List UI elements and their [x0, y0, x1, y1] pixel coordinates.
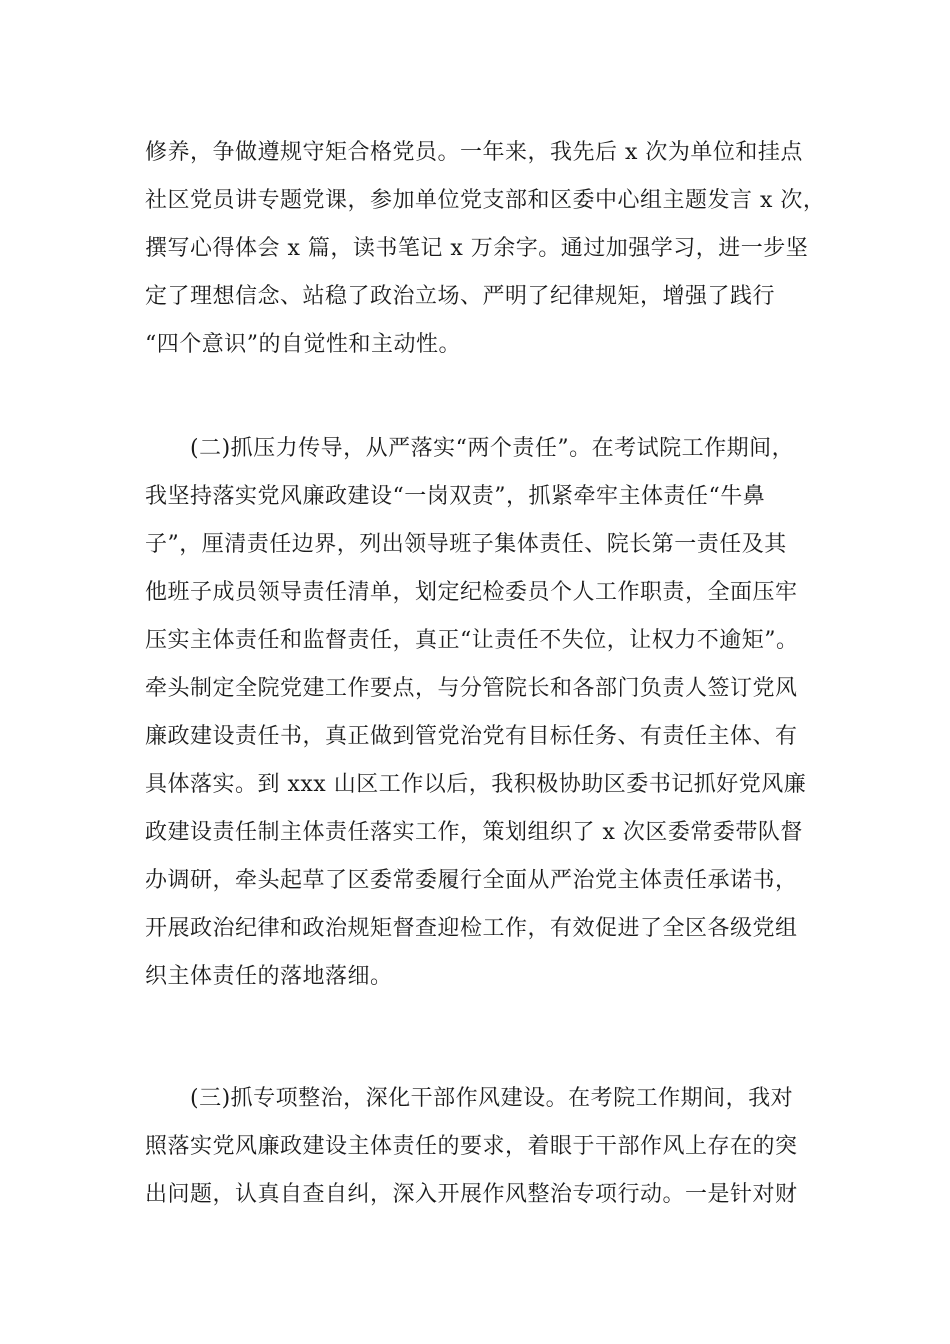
paragraph-2-line-12	[0, 961, 950, 993]
text-line: 廉政建设责任书，真正做到管党治党有目标任务、有责任主体、有	[145, 724, 798, 749]
paragraph-1-line-4	[0, 281, 950, 313]
paragraph-2-line-7	[0, 721, 950, 753]
paragraph-2-line-2	[0, 481, 950, 513]
text-line: 子”，厘清责任边界，列出领导班子集体责任、院长第一责任及其	[145, 532, 787, 557]
paragraph-3-line-1	[0, 1083, 950, 1115]
paragraph-2-line-1	[0, 433, 950, 465]
text-line: 社区党员讲专题党课，参加单位党支部和区委中心组主题发言 x 次，	[145, 188, 826, 213]
paragraph-2-line-6	[0, 673, 950, 705]
text-line: 撰写心得体会 x 篇，读书笔记 x 万余字。通过加强学习，进一步坚	[145, 236, 809, 261]
text-line: 修养，争做遵规守矩合格党员。一年来，我先后 x 次为单位和挂点	[145, 140, 803, 165]
paragraph-1-line-5	[0, 329, 950, 361]
text-line: 他班子成员领导责任清单，划定纪检委员个人工作职责，全面压牢	[145, 580, 798, 605]
text-line: 我坚持落实党风廉政建设“一岗双责”，抓紧牵牢主体责任“牛鼻	[145, 484, 766, 509]
text-line: “四个意识”的自觉性和主动性。	[145, 332, 461, 357]
text-line: 开展政治纪律和政治规矩督查迎检工作，有效促进了全区各级党组	[145, 916, 798, 941]
paragraph-1-line-2	[0, 185, 950, 217]
paragraph-2-line-10	[0, 865, 950, 897]
text-line: 具体落实。到 xxx 山区工作以后，我积极协助区委书记抓好党风廉	[145, 772, 807, 797]
text-line: 出问题，认真自查自纠，深入开展作风整治专项行动。一是针对财	[145, 1182, 798, 1207]
text-line: 定了理想信念、站稳了政治立场、严明了纪律规矩，增强了践行	[145, 284, 776, 309]
paragraph-3-line-3	[0, 1179, 950, 1211]
text-line: 牵头制定全院党建工作要点，与分管院长和各部门负责人签订党风	[145, 676, 798, 701]
paragraph-1-line-1	[0, 137, 950, 169]
paragraph-2-line-4	[0, 577, 950, 609]
text-line: (二)抓压力传导，从严落实“两个责任”。在考试院工作期间，	[190, 436, 795, 461]
paragraph-2-line-9	[0, 817, 950, 849]
paragraph-2-line-11	[0, 913, 950, 945]
text-line: 织主体责任的落地落细。	[145, 964, 393, 989]
paragraph-2-line-8	[0, 769, 950, 801]
text-line: 政建设责任制主体责任落实工作，策划组织了 x 次区委常委带队督	[145, 820, 803, 845]
text-line: 压实主体责任和监督责任，真正“让责任不失位，让权力不逾矩”。	[145, 628, 799, 653]
text-line: 办调研，牵头起草了区委常委履行全面从严治党主体责任承诺书，	[145, 868, 798, 893]
paragraph-2-line-3	[0, 529, 950, 561]
paragraph-2-line-5	[0, 625, 950, 657]
paragraph-3-line-2	[0, 1131, 950, 1163]
text-line: 照落实党风廉政建设主体责任的要求，着眼于干部作风上存在的突	[145, 1134, 798, 1159]
text-line: (三)抓专项整治，深化干部作风建设。在考院工作期间，我对	[190, 1086, 794, 1111]
paragraph-1-line-3	[0, 233, 950, 265]
